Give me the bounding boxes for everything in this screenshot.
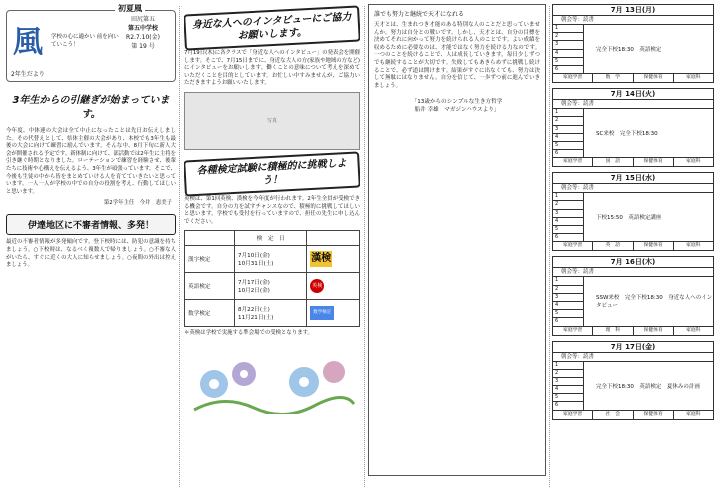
period-number: 5 (553, 226, 583, 234)
period-number: 1 (553, 277, 583, 285)
weekly-schedule (552, 4, 714, 489)
period-grid (553, 25, 713, 73)
headline-interview: 身近な人へのインタビューにご協力お願いします。 (184, 5, 360, 50)
day-note: 下校15:50 英語検定講座 (596, 215, 662, 222)
day-note: 完全下校18:30 英語検定 (596, 47, 662, 54)
footer-cell: 保健体育 (634, 158, 674, 166)
period-number: 5 (553, 142, 583, 150)
period-number: 1 (553, 109, 583, 117)
day-footer (553, 241, 713, 250)
logo-kanji: 風 (13, 25, 43, 60)
column-center (184, 4, 360, 489)
period-number: 4 (553, 218, 583, 226)
period-list (553, 193, 584, 241)
issue-date: R2.7.10(金) (126, 34, 160, 41)
table-header-row (185, 231, 360, 246)
day-date: 7月 14日(火) (553, 89, 713, 100)
article-handover: 今年度、中体連の大会は全て中止になったことは先日お伝えしました。その代替えとして、県体主催の大会があり、本校でも3年生も最後の大会に向けて練習に励んでいます。そんな中、8月下旬に新人大会が開催される予定です。新体制に向けて、部活動では2年生に主将を引き継ぐ時期となりました。ローテーションで練習を経験させ、後輩たちに技術や心構えを伝えるよう、3年生が頑張っています。そこで、今後も生徒の中から皆をまとめていける人を育てていきたいと思っています。一人一人が学校の中での自分の役割を考え、行動してほしいと思います。 (6, 128, 176, 195)
banner-suspicious-person: 伊達地区に不審者情報、多発！ (6, 214, 176, 235)
exam-icon-cell (307, 246, 360, 273)
period-number: 3 (553, 41, 583, 49)
issue-number: 第 19 号 (131, 43, 155, 50)
day-date: 7月 15日(水) (553, 173, 713, 184)
period-number: 2 (553, 286, 583, 294)
footer-cell: 英 語 (593, 242, 633, 250)
day-date: 7月 13日(月) (553, 5, 713, 16)
day-note: 完全下校18:30 英語検定 夏休みの計画 (596, 383, 700, 390)
exam-dates: 8月22日(土) 11月21日(土) (235, 300, 307, 327)
day-footer (553, 326, 713, 335)
period-number: 3 (553, 294, 583, 302)
table-header-cell (307, 231, 360, 246)
period-number: 5 (553, 58, 583, 66)
period-grid (553, 193, 713, 241)
headline-kentei: 各種検定試験に積極的に挑戦しよう！ (184, 151, 360, 196)
period-number: 5 (553, 394, 583, 402)
period-number: 3 (553, 378, 583, 386)
period-list (553, 277, 584, 325)
period-number: 4 (553, 386, 583, 394)
photo-placeholder-label: 写真 (266, 118, 277, 125)
footer-cell: 数 学 (593, 74, 633, 82)
period-number: 6 (555, 318, 559, 325)
article-kentei: 英検は、第1回英検、漢検を今年度が行われます。2年生全員が受検できる機会です。自分の力を試すチャンスなので、積極的に挑戦してほしいと思います。学校でも受付を行っていますので、担任の先生に申し込んでください。 (184, 195, 360, 225)
day-morning: 朝会等：読書 (553, 16, 713, 25)
footer-cell: 家庭科 (686, 243, 701, 249)
quote-line-2: 船井 幸雄 マガジンハウスより」 (414, 107, 500, 114)
article-title-genius: 誰でも努力と継続で天才になれる (374, 11, 465, 18)
footer-cell: 保健体育 (634, 74, 674, 82)
exam-name: 英語検定 (185, 273, 235, 300)
footer-cell: 保健体育 (634, 242, 674, 250)
masthead (6, 4, 176, 82)
period-list (553, 362, 584, 410)
footer-cell: 家庭科 (686, 327, 701, 333)
notice-suspicious-person: 最近の不審者情報が多発傾向です。登下校時には、防犯の意識を持ちましょう。○下校時は、なるべく複数人で帰りましょう。○不審な人がいたら、すぐに近くの大人に知らせましょう。○夜間の外出は控えましょう。 (6, 239, 176, 269)
period-list (553, 25, 584, 73)
headline-handover: 3年生からの引継ぎが始まっています。 (12, 95, 170, 120)
divider (549, 6, 550, 487)
flower-illustration (184, 344, 360, 414)
table-header-cell (185, 231, 235, 246)
interview-photo (184, 92, 360, 150)
period-number: 2 (553, 370, 583, 378)
article-genius: 天才とは、生まれつき才能のある特別な人のことだと思っていませんか。努力は自分との戦いです。しかし、天才とは、自分の目標を決めてそれに向かって努力を続けられる人のことです。よい成績を収めるために必要なのは、才能ではなく努力を続ける力なのです。一つのことを続けることで、人は成長していきます。毎日少しずつでも継続することが大切です。失敗してもあきらめずに挑戦し続けることで、必ず道は開けます。結果がすぐに出なくても、努力は決して無駄にはなりません。自分を信じて、一歩ずつ前に進んでいきましょう。 (374, 22, 540, 89)
column-left (6, 4, 176, 489)
schedule-day (552, 4, 714, 83)
masthead-info (115, 15, 171, 51)
footer-cell: 保健体育 (634, 411, 674, 419)
period-number: 3 (553, 126, 583, 134)
schedule-day (552, 341, 714, 420)
footer-cell: 国 語 (593, 158, 633, 166)
school-line-2: 第五中学校 (127, 25, 158, 32)
day-note: SC来校 完全下校18:30 (596, 131, 658, 138)
period-number: 1 (553, 193, 583, 201)
quote-line-1: 「13歳からのシンプルな生き方哲学 (411, 99, 503, 106)
period-grid (553, 109, 713, 157)
day-footer (553, 73, 713, 82)
footer-cell: 家庭学習 (553, 242, 593, 250)
footer-cell: 家庭科 (686, 411, 701, 417)
article-box-genius (368, 4, 546, 476)
season-badge: 初夏風 (115, 4, 145, 14)
exam-name: 数学検定 (185, 300, 235, 327)
column-right-article (368, 4, 546, 489)
article-interview: 7月19日(木)に各クラスで「身近な人へのインタビュー」の発表会を開催します。そこで、7月15日までに、身近な大人の方(家族や地域の方など)にインタビューをお願いします。働くことの意味について考えを深めていただくことを目的としています。お忙しい中すみませんが、ご協力いただきますようお願いいたします。 (184, 50, 360, 87)
kentei-footnote: ＊英検は学校で実施する準会場での受検となります。 (184, 330, 313, 337)
day-note: SSW来校 完全下校18:30 身近な人へのインタビュー (596, 295, 713, 310)
period-number: 6 (555, 234, 559, 241)
day-date: 7月 17日(金) (553, 342, 713, 353)
period-number: 6 (555, 150, 559, 157)
article-signature: 第2学年主任 今井 恵美子 (103, 200, 172, 207)
footer-cell: 理 科 (593, 327, 633, 335)
suken-icon: 数学検定 (310, 306, 334, 320)
footer-cell: 保健体育 (634, 327, 674, 335)
period-number: 1 (553, 25, 583, 33)
period-number: 5 (553, 310, 583, 318)
grade-label: 2年生だより (11, 71, 45, 78)
table-row (185, 300, 360, 327)
exam-dates: 7月10日(金) 10月31日(土) (235, 246, 307, 273)
schedule-day (552, 256, 714, 335)
quote-citation (374, 98, 540, 114)
exam-icon-cell (307, 273, 360, 300)
school-line-1: 田尻第五 (130, 16, 155, 23)
period-number: 2 (553, 117, 583, 125)
period-number: 6 (555, 65, 559, 72)
exam-icon-cell (307, 300, 360, 327)
kentei-table (184, 230, 360, 327)
schedule-day (552, 88, 714, 167)
period-number: 2 (553, 201, 583, 209)
day-morning: 朝会等：読書 (553, 184, 713, 193)
footer-cell: 社 会 (593, 411, 633, 419)
table-row (185, 246, 360, 273)
day-date: 7月 16日(木) (553, 257, 713, 268)
period-number: 1 (553, 362, 583, 370)
period-number: 2 (553, 33, 583, 41)
footer-cell: 家庭学習 (553, 74, 593, 82)
period-grid (553, 277, 713, 325)
table-row (185, 273, 360, 300)
period-grid (553, 362, 713, 410)
period-number: 4 (553, 134, 583, 142)
eiken-icon: 英検 (310, 279, 324, 293)
exam-dates: 7月17日(金) 10月2日(金) (235, 273, 307, 300)
period-list (553, 109, 584, 157)
day-footer (553, 157, 713, 166)
kanken-icon: 漢検 (310, 251, 332, 267)
period-number: 4 (553, 50, 583, 58)
divider (364, 6, 365, 487)
footer-cell: 家庭科 (686, 159, 701, 165)
day-morning: 朝会等：読書 (553, 268, 713, 277)
footer-cell: 家庭学習 (553, 411, 593, 419)
day-morning: 朝会等：読書 (553, 353, 713, 362)
divider (179, 6, 180, 487)
footer-cell: 家庭学習 (553, 158, 593, 166)
footer-cell: 家庭科 (686, 75, 701, 81)
period-number: 4 (553, 302, 583, 310)
masthead-subtitle: 学校の心に適かい 前を向いていこう！ (51, 34, 119, 48)
table-header-cell: 検 定 日 (235, 231, 307, 246)
period-number: 6 (555, 402, 559, 409)
footer-cell: 家庭学習 (553, 327, 593, 335)
exam-name: 漢字検定 (185, 246, 235, 273)
day-footer (553, 410, 713, 419)
period-number: 3 (553, 210, 583, 218)
flowers-icon (184, 344, 360, 414)
schedule-day (552, 172, 714, 251)
day-morning: 朝会等：読書 (553, 100, 713, 109)
